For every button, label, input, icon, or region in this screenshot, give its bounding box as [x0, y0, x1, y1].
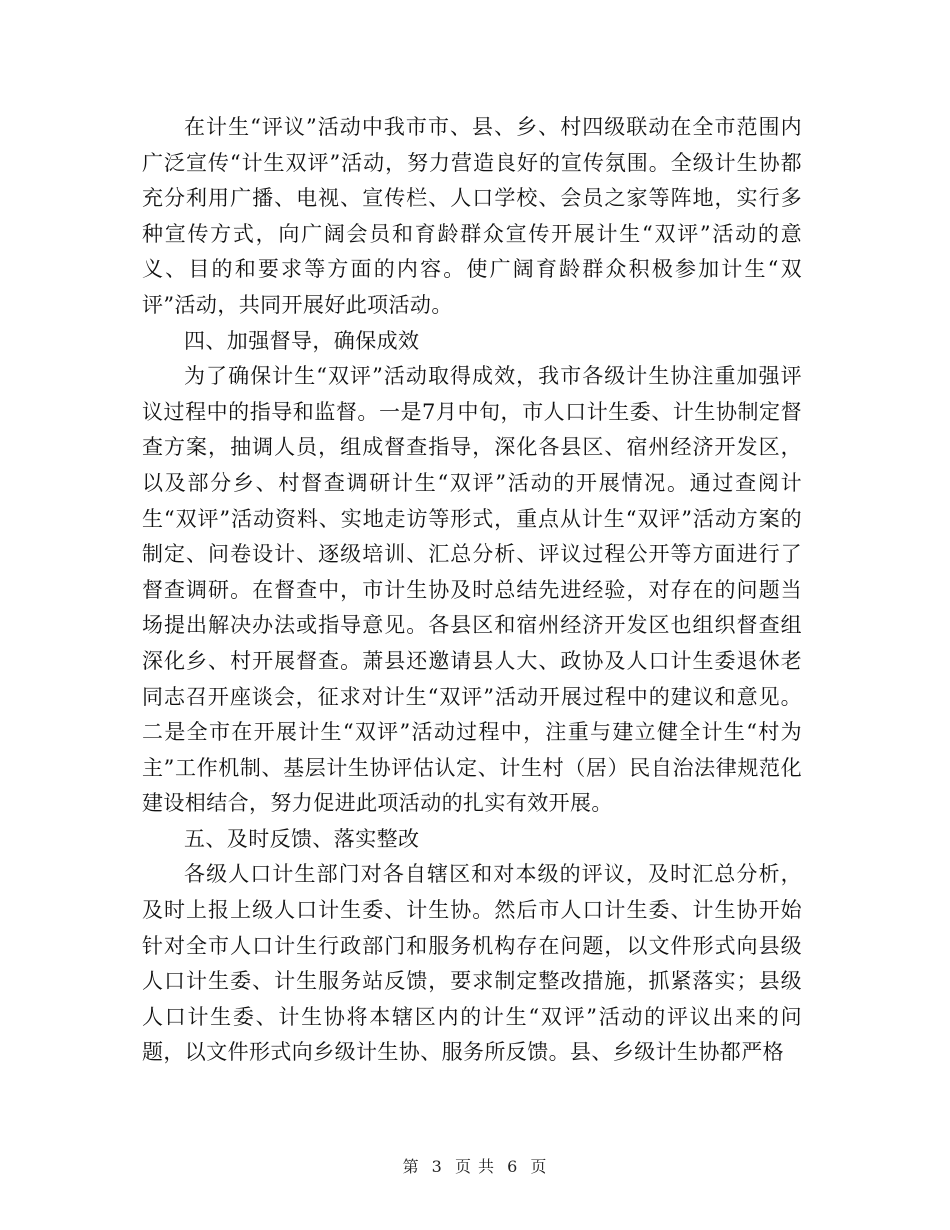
paragraph-publicity: 在计生“评议”活动中我市市、县、乡、村四级联动在全市范围内广泛宣传“计生双评”活动，努力营造良好的宣传氛围。全级计生协都充分利用广播、电视、宣传栏、人口学校、会员之家等阵地，实行多种宣传方式，向广阔会员和育龄群众宣传开展计生“双评”活动的意义、目的和要求等方面的内容。使广阔育龄群众积极参加计生“双评”活动，共同开展好此项活动。	[142, 115, 802, 317]
paragraph-supervision: 为了确保计生“双评”活动取得成效，我市各级计生协注重加强评议过程中的指导和监督。一是7月中旬，市人口计生委、计生协制定督查方案，抽调人员，组成督查指导，深化各县区、宿州经济开发区，以及部分乡、村督查调研计生“双评”活动的开展情况。通过查阅计生“双评”活动资料、实地走访等形式，重点从计生“双评”活动方案的制定、问卷设计、逐级培训、汇总分析、评议过程公开等方面进行了督查调研。在督查中，市计生协及时总结先进经验，对存在的问题当场提出解决办法或指导意见。各县区和宿州经济开发区也组织督查组深化乡、村开展督查。萧县还邀请县人大、政协及人口计生委退休老同志召开座谈会，征求对计生“双评”活动开展过程中的建议和意见。二是全市在开展计生“双评”活动过程中，注重与建立健全计生“村为主”工作机制、基层计生协评估认定、计生村（居）民自治法律规范化建设相结合，努力促进此项活动的扎实有效开展。	[142, 364, 802, 816]
page-number: 3	[431, 1157, 443, 1176]
document-body	[142, 110, 802, 1071]
footer-suffix: 页	[530, 1157, 548, 1176]
paragraph-feedback: 各级人口计生部门对各自辖区和对本级的评议，及时汇总分析，及时上报上级人口计生委、计生协。然后市人口计生委、计生协开始针对全市人口计生行政部门和服务机构存在问题，以文件形式向县级人口计生委、计生服务站反馈，要求制定整改措施，抓紧落实；县级人口计生委、计生协将本辖区内的计生“双评”活动的评议出来的问题，以文件形式向乡级计生协、服务所反馈。县、乡级计生协都严格	[142, 862, 802, 1065]
footer-middle: 页 共	[454, 1157, 496, 1176]
page-footer	[0, 1154, 950, 1177]
page-total: 6	[507, 1157, 519, 1176]
section-heading-5: 五、及时反馈、落实整改	[184, 826, 420, 851]
footer-prefix: 第	[402, 1157, 420, 1176]
section-heading-4: 四、加强督导，确保成效	[184, 328, 420, 353]
